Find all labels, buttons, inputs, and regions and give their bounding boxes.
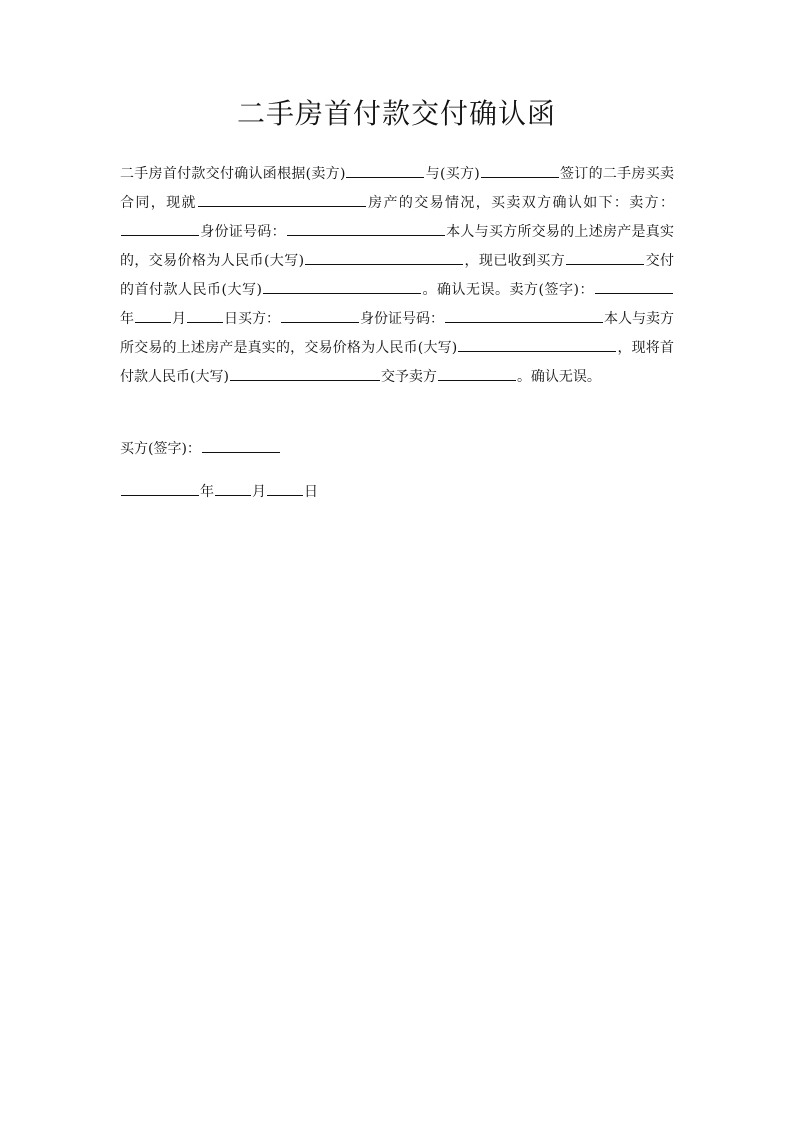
body-text-segment: 与(买方) — [425, 166, 480, 182]
body-text-segment: 身份证号码： — [200, 224, 286, 240]
body-text-segment: 。确认无误。卖方(签字)： — [421, 282, 594, 298]
down-payment-words-blank-2[interactable] — [230, 365, 380, 381]
body-text-segment: 二手房首付款交付确认函根据(卖方) — [120, 166, 346, 182]
seller-day-blank[interactable] — [187, 307, 223, 323]
buyer-signature-blank[interactable] — [202, 437, 280, 453]
body-text-segment: ，现将首付款人民币(大写) — [120, 340, 674, 385]
buyer-name-blank[interactable] — [481, 162, 559, 178]
buyer-name-blank-2[interactable] — [281, 307, 359, 323]
confirmation-body — [120, 160, 674, 392]
seller-name-blank-2[interactable] — [121, 220, 199, 236]
buyer-payer-blank[interactable] — [566, 249, 644, 265]
seller-name-blank[interactable] — [346, 162, 424, 178]
body-text-segment: 签订的二手房买卖合同，现就 — [120, 166, 674, 211]
date-line — [120, 480, 318, 502]
seller-signature-blank[interactable] — [595, 278, 673, 294]
body-text-segment: 本人与买方所交易的上述房产是真实的，交易价格为人民币(大写) — [120, 224, 675, 269]
seller-month-blank[interactable] — [135, 307, 171, 323]
body-text-segment: 本人与卖方所交易的上述房产是真实的，交易价格为人民币(大写) — [120, 311, 674, 356]
buyer-price-words-blank[interactable] — [458, 336, 616, 352]
month-blank[interactable] — [215, 480, 251, 496]
body-text-segment: 日买方： — [224, 311, 280, 327]
body-text-segment: 房产的交易情况，买卖双方确认如下：卖方： — [366, 195, 675, 211]
body-text-segment: 月 — [172, 311, 186, 327]
down-payment-words-blank[interactable] — [263, 278, 421, 294]
body-text-segment: 身份证号码： — [360, 311, 444, 327]
body-text-segment: 。确认无误。 — [516, 369, 601, 385]
body-text-segment: 交付的首付款人民币(大写) — [120, 253, 674, 298]
property-address-blank[interactable] — [198, 191, 366, 207]
body-text-segment: 交予卖方 — [380, 369, 437, 385]
year-label: 年 — [200, 484, 214, 500]
seller-price-words-blank[interactable] — [305, 249, 463, 265]
seller-recipient-blank[interactable] — [438, 365, 516, 381]
day-label: 日 — [304, 484, 318, 500]
day-blank[interactable] — [267, 480, 303, 496]
month-label: 月 — [252, 484, 266, 500]
body-text-segment: ，现已收到买方 — [464, 253, 566, 269]
seller-id-number-blank[interactable] — [287, 220, 445, 236]
buyer-signature-label: 买方(签字)： — [120, 441, 201, 457]
buyer-signature-line — [120, 437, 281, 459]
year-blank[interactable] — [121, 480, 199, 496]
buyer-id-number-blank[interactable] — [445, 307, 603, 323]
document-title: 二手房首付款交付确认函 — [236, 97, 556, 130]
body-text-segment: 年 — [120, 311, 134, 327]
